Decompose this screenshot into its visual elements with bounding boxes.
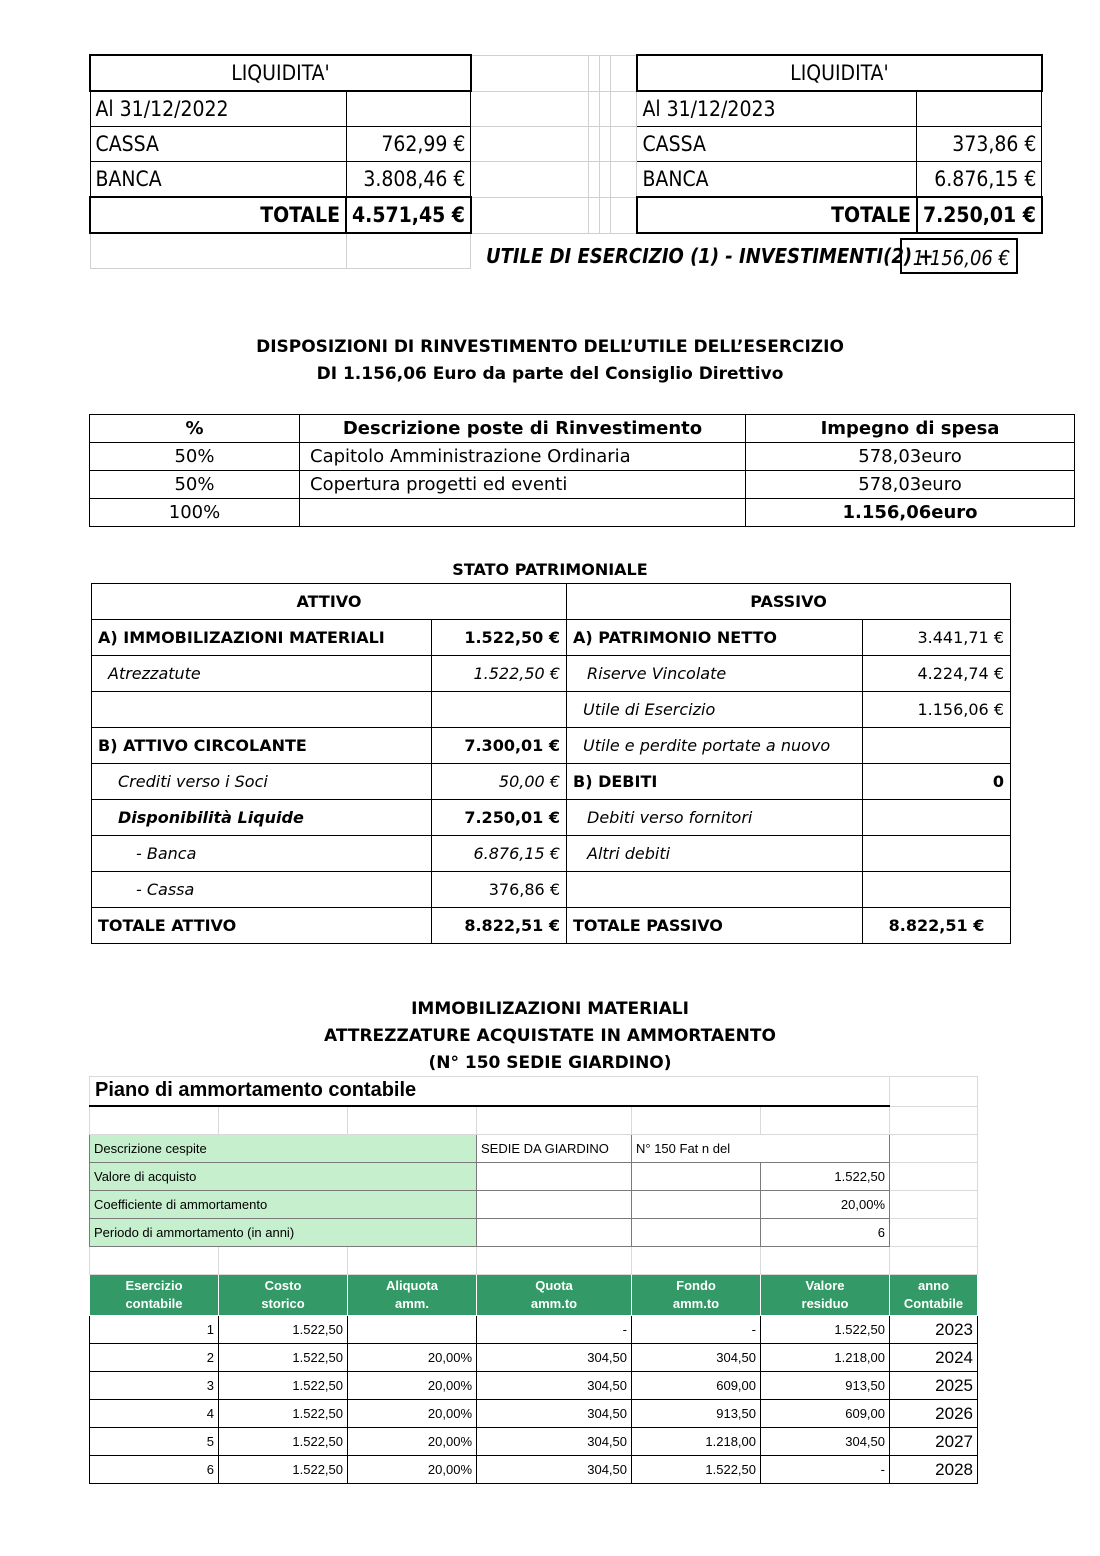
descrizione-value: SEDIE DA GIARDINO [477, 1135, 632, 1163]
header-descrizione: Descrizione poste di Rinvestimento [300, 415, 746, 443]
rinvestimento-table [89, 414, 1075, 527]
utile-label: UTILE DI ESERCIZIO (1) - INVESTIMENTI(2) + [486, 244, 934, 268]
header-quota: Quota amm.to [477, 1275, 632, 1316]
totale-2023-label: TOTALE [637, 197, 917, 233]
coeff-label: Coefficiente di ammortamento [90, 1191, 477, 1219]
disposizioni-title: DISPOSIZIONI DI RINVESTIMENTO DELL’UTILE DELL’ESERCIZIO [256, 337, 844, 357]
liquidita-table [89, 54, 1043, 269]
table-row: Atrezzatute 1.522,50 € Riserve Vincolate 4.224,74 € [92, 656, 1011, 692]
header-percent: % [90, 415, 300, 443]
banca-2023-value: 6.876,15 € [917, 162, 1042, 198]
cassa-2022-value: 762,99 € [346, 127, 471, 162]
header-impegno: Impegno di spesa [746, 415, 1075, 443]
table-row: 50% Capitolo Amministrazione Ordinaria 578,03euro [90, 443, 1075, 471]
header-valore: Valore residuo [761, 1275, 890, 1316]
immobilizzazioni-title: IMMOBILIZAZIONI MATERIALI [411, 999, 689, 1019]
cassa-2023-value: 373,86 € [917, 127, 1042, 162]
header-anno: anno Contabile [890, 1275, 978, 1316]
banca-2023-label: BANCA [637, 162, 917, 198]
table-row: - Cassa 376,86 € [92, 872, 1011, 908]
attivo-header: ATTIVO [92, 584, 567, 620]
passivo-header: PASSIVO [567, 584, 1011, 620]
descrizione-extra: N° 150 Fat n del [632, 1135, 890, 1163]
table-row: B) ATTIVO CIRCOLANTE 7.300,01 € Utile e perdite portate a nuovo [92, 728, 1011, 764]
cassa-2023-label: CASSA [637, 127, 917, 162]
table-row: 50% Copertura progetti ed eventi 578,03euro [90, 471, 1075, 499]
utile-value: 1.156,06 € [900, 238, 1018, 274]
periodo-value: 6 [761, 1219, 890, 1247]
date-2023: Al 31/12/2023 [637, 91, 917, 127]
header-esercizio: Esercizio contabile [90, 1275, 219, 1316]
table-row: - Banca 6.876,15 € Altri debiti [92, 836, 1011, 872]
banca-2022-value: 3.808,46 € [346, 162, 471, 198]
banca-2022-label: BANCA [90, 162, 346, 198]
table-row: Crediti verso i Soci 50,00 € B) DEBITI 0 [92, 764, 1011, 800]
table-row: A) IMMOBILIZAZIONI MATERIALI 1.522,50 € A) PATRIMONIO NETTO 3.441,71 € [92, 620, 1011, 656]
header-aliquota: Aliquota amm. [348, 1275, 477, 1316]
disposizioni-subtitle: DI 1.156,06 Euro da parte del Consiglio Direttivo [316, 364, 784, 384]
table-row: TOTALE ATTIVO 8.822,51 € TOTALE PASSIVO 8.822,51 € [92, 908, 1011, 944]
totale-2022-label: TOTALE [90, 197, 346, 233]
date-2022: Al 31/12/2022 [90, 91, 346, 127]
table-row: Utile di Esercizio 1.156,06 € [92, 692, 1011, 728]
header-fondo: Fondo amm.to [632, 1275, 761, 1316]
immobilizzazioni-subtitle: ATTREZZATURE ACQUISTATE IN AMMORTAENTO [324, 1026, 776, 1046]
liquidita-2022-title: LIQUIDITA' [90, 55, 471, 91]
piano-header-row [90, 1275, 978, 1316]
totale-2023-value: 7.250,01 € [917, 197, 1042, 233]
valore-value: 1.522,50 [761, 1163, 890, 1191]
header-costo: Costo storico [219, 1275, 348, 1316]
periodo-label: Periodo di ammortamento (in anni) [90, 1219, 477, 1247]
liquidita-2023-title: LIQUIDITA' [637, 55, 1042, 91]
table-row: 5 1.522,50 20,00% 304,50 1.218,00 304,50 2027 [90, 1428, 978, 1456]
table-row: Disponibilità Liquide 7.250,01 € Debiti verso fornitori [92, 800, 1011, 836]
descrizione-label: Descrizione cespite [90, 1135, 477, 1163]
piano-title: Piano di ammortamento contabile [95, 1079, 417, 1101]
table-row: 1 1.522,50 - - 1.522,50 2023 [90, 1316, 978, 1344]
table-row: 3 1.522,50 20,00% 304,50 609,00 913,50 2025 [90, 1372, 978, 1400]
totale-2022-value: 4.571,45 € [346, 197, 471, 233]
stato-patrimoniale-title: STATO PATRIMONIALE [452, 560, 648, 579]
stato-patrimoniale-table [91, 583, 1011, 944]
valore-label: Valore di acquisto [90, 1163, 477, 1191]
table-row: 100% 1.156,06euro [90, 499, 1075, 527]
table-row: 6 1.522,50 20,00% 304,50 1.522,50 - 2028 [90, 1456, 978, 1484]
table-row: 2 1.522,50 20,00% 304,50 304,50 1.218,00 2024 [90, 1344, 978, 1372]
cassa-2022-label: CASSA [90, 127, 346, 162]
coeff-value: 20,00% [761, 1191, 890, 1219]
piano-ammortamento-table [89, 1076, 978, 1484]
immobilizzazioni-subtitle-2: (N° 150 SEDIE GIARDINO) [428, 1053, 672, 1073]
table-row: 4 1.522,50 20,00% 304,50 913,50 609,00 2026 [90, 1400, 978, 1428]
